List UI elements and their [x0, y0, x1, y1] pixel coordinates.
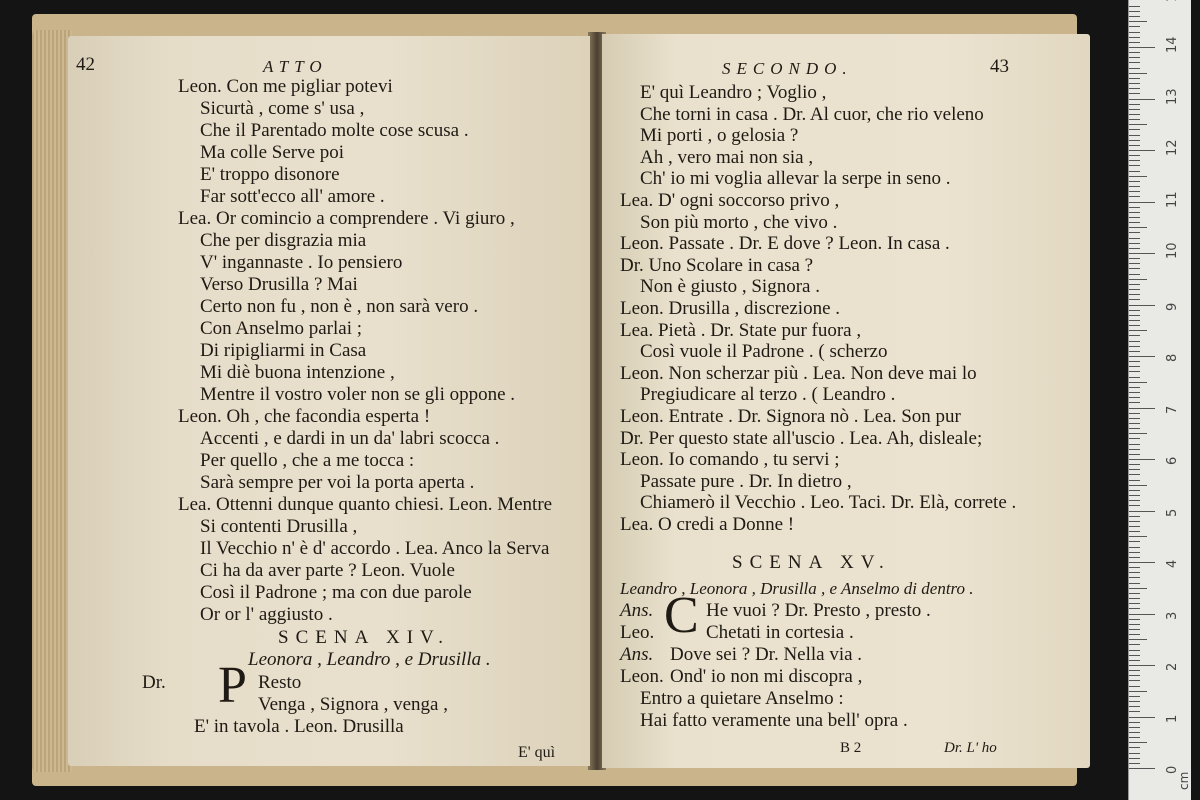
ruler-tick — [1129, 485, 1147, 486]
verse-line: Leon. Entrate . Dr. Signora nò . Lea. Son pur — [620, 406, 961, 427]
ruler-tick — [1129, 629, 1140, 630]
ruler-tick — [1129, 727, 1140, 728]
ruler-number: 6 — [1165, 456, 1180, 465]
ruler-tick — [1129, 758, 1140, 759]
ruler-tick — [1129, 160, 1140, 161]
verse-line: Mentre il vostro voler non se gli oppone . — [200, 384, 516, 405]
ruler-tick — [1129, 196, 1140, 197]
verse-line: Lea. Ottenni dunque quanto chiesi. Leon. Mentre — [178, 494, 553, 515]
ruler-tick — [1129, 377, 1140, 378]
ruler-tick — [1129, 104, 1140, 105]
scene-xiv-cast: Leonora , Leandro , e Drusilla . — [248, 649, 491, 670]
ruler-tick — [1129, 680, 1140, 681]
verse-line: Lea. O credi a Donne ! — [620, 514, 795, 535]
ruler-tick — [1129, 346, 1140, 347]
right-running-head: SECONDO. — [722, 59, 853, 78]
ruler-tick — [1129, 474, 1140, 475]
ruler-tick — [1129, 711, 1140, 712]
book — [32, 14, 1077, 786]
ruler-tick — [1129, 577, 1140, 578]
ruler-tick — [1129, 330, 1147, 331]
ruler-tick — [1129, 202, 1155, 203]
ruler-tick — [1129, 32, 1140, 33]
ruler-number: 2 — [1165, 662, 1180, 671]
ruler-tick — [1129, 408, 1155, 409]
ruler-number: 7 — [1165, 405, 1180, 414]
ruler-tick — [1129, 624, 1140, 625]
ruler-tick — [1129, 495, 1140, 496]
scene-xv-title: SCENA XV. — [732, 552, 891, 573]
ruler-tick — [1129, 88, 1140, 89]
ruler-tick — [1129, 392, 1140, 393]
ruler-tick — [1129, 78, 1140, 79]
ruler-tick — [1129, 737, 1140, 738]
ruler-tick — [1129, 500, 1140, 501]
ruler-tick — [1129, 26, 1140, 27]
ruler-tick — [1129, 356, 1155, 357]
ruler-tick — [1129, 567, 1140, 568]
ruler-tick — [1129, 428, 1140, 429]
ruler-tick — [1129, 505, 1140, 506]
ruler-tick — [1129, 402, 1140, 403]
ruler-tick — [1129, 722, 1140, 723]
ruler-tick — [1129, 433, 1147, 434]
ruler-tick — [1129, 109, 1140, 110]
left-running-head: ATTO — [263, 57, 328, 76]
ruler-tick — [1129, 547, 1140, 548]
ruler-tick — [1129, 21, 1147, 22]
ruler-tick — [1129, 521, 1140, 522]
ruler-tick — [1129, 186, 1140, 187]
verse-line: Verso Drusilla ? Mai — [200, 274, 358, 295]
verse-line: V' ingannaste . Io pensiero — [200, 252, 403, 273]
verse-line: Sicurtà , come s' usa , — [200, 98, 365, 119]
verse-line: Non è giusto , Signora . — [640, 276, 820, 298]
ruler-tick — [1129, 619, 1140, 620]
ruler-tick — [1129, 753, 1140, 754]
ruler-tick — [1129, 279, 1147, 280]
ruler-tick — [1129, 320, 1140, 321]
verse-line: Leon. Drusilla , discrezione . — [620, 298, 841, 319]
verse-line: Venga , Signora , venga , — [258, 694, 448, 715]
ruler-tick — [1129, 598, 1140, 599]
ruler-tick — [1129, 706, 1140, 707]
ruler-tick — [1129, 289, 1140, 290]
verse-line: Che torni in casa . Dr. Al cuor, che rio veleno — [640, 103, 984, 125]
ruler-tick — [1129, 274, 1140, 275]
ruler-tick — [1129, 284, 1140, 285]
ruler-number: 8 — [1165, 353, 1180, 362]
verse-line: Dr. Per questo state all'uscio . Lea. Ah, disleale; — [620, 427, 983, 449]
ruler-tick — [1129, 248, 1140, 249]
ruler-tick — [1129, 675, 1140, 676]
verse-line: Far sott'ecco all' amore . — [200, 186, 385, 207]
left-page-number: 42 — [76, 54, 95, 75]
verse-line: He vuoi ? Dr. Presto , presto . — [706, 600, 931, 621]
ruler-tick — [1129, 531, 1140, 532]
speaker-label: Ans. — [620, 600, 654, 621]
verse-line: Resto — [258, 672, 302, 693]
ruler-tick — [1129, 634, 1140, 635]
ruler-tick — [1129, 480, 1140, 481]
verse-line: Che il Parentado molte cose scusa . — [200, 120, 469, 141]
ruler-number: 10 — [1165, 242, 1180, 259]
ruler-tick — [1129, 135, 1140, 136]
verse-line: Ci ha da aver parte ? Leon. Vuole — [200, 560, 455, 581]
ruler-tick — [1129, 253, 1155, 254]
ruler-tick — [1129, 444, 1140, 445]
ruler-tick — [1129, 650, 1140, 651]
verse-line: Chiamerò il Vecchio . Leo. Taci. Dr. Elà, correte . — [640, 492, 1017, 514]
speaker-label: Dr. — [142, 672, 166, 693]
verse-line: Con Anselmo parlai ; — [200, 318, 363, 339]
verse-line: Lea. Pietà . Dr. State pur fuora , — [620, 319, 862, 341]
verse-line: E' quì Leandro ; Voglio , — [640, 82, 827, 103]
ruler-tick — [1129, 469, 1140, 470]
ruler-tick — [1129, 732, 1140, 733]
ruler-number: 11 — [1165, 190, 1180, 208]
ruler-tick — [1129, 42, 1140, 43]
ruler-tick — [1129, 341, 1140, 342]
ruler-tick — [1129, 660, 1140, 661]
ruler-tick — [1129, 387, 1140, 388]
ruler-tick — [1129, 47, 1155, 48]
ruler-tick — [1129, 294, 1140, 295]
ruler-tick — [1129, 490, 1140, 491]
verse-line: Si contenti Drusilla , — [200, 516, 358, 537]
verse-line: Così il Padrone ; ma con due parole — [200, 582, 472, 603]
ruler-tick — [1129, 150, 1155, 151]
verse-line: Ma colle Serve poi — [200, 142, 345, 163]
verse-line: Così vuole il Padrone . ( scherzo — [640, 341, 888, 363]
ruler-tick — [1129, 459, 1155, 460]
ruler-tick — [1129, 717, 1155, 718]
verse-line: E' troppo disonore — [200, 164, 340, 185]
ruler-tick — [1129, 73, 1147, 74]
ruler-tick — [1129, 52, 1140, 53]
verse-line: Leon. Con me pigliar potevi — [178, 76, 393, 97]
verse-line: Ch' io mi voglia allevar la serpe in seno . — [640, 168, 951, 190]
scene-xv-cast: Leandro , Leonora , Drusilla , e Anselmo di dentro . — [620, 579, 974, 598]
ruler-tick — [1129, 325, 1140, 326]
ruler-tick — [1129, 557, 1140, 558]
ruler-tick — [1129, 222, 1140, 223]
ruler-tick — [1129, 232, 1140, 233]
ruler-tick — [1129, 171, 1140, 172]
verse-line: Pregiudicare al terzo . ( Leandro . — [640, 384, 896, 406]
ruler-tick — [1129, 361, 1140, 362]
ruler-number: 1 — [1165, 714, 1180, 723]
speaker-label: Leon. — [620, 666, 664, 687]
ruler-tick — [1129, 299, 1140, 300]
left-catchword: E' quì — [518, 744, 556, 761]
ruler-tick — [1129, 464, 1140, 465]
ruler-tick — [1129, 691, 1147, 692]
verse-line: Dr. Uno Scolare in casa ? — [620, 254, 814, 276]
ruler-tick — [1129, 305, 1155, 306]
verse-line: Il Vecchio n' è d' accordo . Lea. Anco la Serva — [200, 538, 550, 559]
verse-line: Entro a quietare Anselmo : — [640, 688, 844, 709]
ruler-tick — [1129, 511, 1155, 512]
ruler-tick — [1129, 191, 1140, 192]
ruler-number: 9 — [1165, 302, 1180, 311]
verse-line: Mi porti , o gelosia ? — [640, 125, 799, 147]
drop-cap-letter: C — [664, 587, 699, 644]
ruler-number: 3 — [1165, 611, 1180, 620]
ruler-tick — [1129, 655, 1140, 656]
ruler-tick — [1129, 588, 1147, 589]
ruler-tick — [1129, 583, 1140, 584]
verse-line: Sarà sempre per voi la porta aperta . — [200, 472, 475, 493]
measuring-ruler — [1128, 0, 1191, 800]
ruler-tick — [1129, 99, 1155, 100]
ruler-tick — [1129, 263, 1140, 264]
ruler-tick — [1129, 454, 1140, 455]
ruler-tick — [1129, 68, 1140, 69]
verse-line: Leon. Io comando , tu servi ; — [620, 449, 840, 471]
ruler-tick — [1129, 696, 1140, 697]
signature-mark: B 2 — [840, 740, 862, 756]
ruler-tick — [1129, 686, 1140, 687]
ruler-tick — [1129, 335, 1140, 336]
verse-line: Che per disgrazia mia — [200, 230, 367, 251]
ruler-tick — [1129, 119, 1140, 120]
right-page — [602, 34, 1090, 768]
verse-line: Son più morto , che vivo . — [640, 211, 838, 233]
ruler-tick — [1129, 593, 1140, 594]
ruler-tick — [1129, 268, 1140, 269]
ruler-tick — [1129, 397, 1140, 398]
verse-line: Certo non fu , non è , non sarà vero . — [200, 296, 479, 317]
ruler-number: 5 — [1165, 508, 1180, 517]
ruler-tick — [1129, 62, 1140, 63]
ruler-tick — [1129, 129, 1140, 130]
verse-line: Leon. Passate . Dr. E dove ? Leon. In casa . — [620, 233, 950, 255]
ruler-tick — [1129, 124, 1147, 125]
ruler-tick — [1129, 176, 1147, 177]
speaker-label: Leo. — [620, 622, 655, 643]
ruler-tick — [1129, 536, 1147, 537]
ruler-tick — [1129, 37, 1140, 38]
ruler-unit: cm — [1177, 771, 1191, 790]
verse-line: Lea. Or comincio a comprendere . Vi giuro , — [178, 208, 515, 229]
verse-line: Or or l' aggiusto . — [200, 604, 333, 625]
ruler-tick — [1129, 747, 1140, 748]
verse-line: Mi diè buona intenzione , — [200, 362, 395, 383]
ruler-tick — [1129, 212, 1140, 213]
ruler-tick — [1129, 258, 1140, 259]
scene-xiv-title: SCENA XIV. — [278, 627, 451, 648]
left-page — [68, 36, 590, 766]
verse-line: Ond' io non mi discopra , — [670, 666, 863, 687]
ruler-tick — [1129, 155, 1140, 156]
ruler-tick — [1129, 351, 1140, 352]
ruler-tick — [1129, 768, 1155, 769]
right-catchword: Dr. L' ho — [944, 740, 997, 756]
ruler-tick — [1129, 315, 1140, 316]
ruler-tick — [1129, 207, 1140, 208]
ruler-number: 14 — [1165, 36, 1180, 53]
ruler-number: 12 — [1165, 139, 1180, 156]
ruler-tick — [1129, 6, 1140, 7]
ruler-number — [1165, 0, 1180, 2]
ruler-tick — [1129, 93, 1140, 94]
ruler-tick — [1129, 763, 1140, 764]
ruler-tick — [1129, 644, 1140, 645]
verse-line: Ah , vero mai non sia , — [640, 146, 814, 168]
verse-line: Accenti , e dardi in un da' labri scocca . — [200, 428, 500, 449]
ruler-tick — [1129, 165, 1140, 166]
ruler-tick — [1129, 438, 1140, 439]
ruler-tick — [1129, 145, 1140, 146]
ruler-number: 13 — [1165, 87, 1180, 105]
ruler-tick — [1129, 572, 1140, 573]
verse-line: Di ripigliarmi in Casa — [200, 340, 367, 361]
ruler-tick — [1129, 217, 1140, 218]
ruler-tick — [1129, 603, 1140, 604]
ruler-tick — [1129, 552, 1140, 553]
verse-line: Lea. D' ogni soccorso privo , — [620, 190, 840, 211]
ruler-tick — [1129, 371, 1140, 372]
ruler-tick — [1129, 665, 1155, 666]
ruler-tick — [1129, 541, 1140, 542]
ruler-tick — [1129, 562, 1155, 563]
ruler-tick — [1129, 11, 1140, 12]
ruler-tick — [1129, 310, 1140, 311]
verse-line: Passate pure . Dr. In dietro , — [640, 470, 852, 492]
verse-line: Hai fatto veramente una bell' opra . — [640, 710, 908, 731]
ruler-tick — [1129, 140, 1140, 141]
ruler-tick — [1129, 670, 1140, 671]
ruler-tick — [1129, 238, 1140, 239]
ruler-tick — [1129, 526, 1140, 527]
verse-line: Per quello , che a me tocca : — [200, 450, 415, 471]
ruler-tick — [1129, 413, 1140, 414]
ruler-number: 0 — [1165, 765, 1180, 774]
ruler-tick — [1129, 608, 1140, 609]
ruler-tick — [1129, 516, 1140, 517]
page-edges — [32, 30, 72, 772]
ruler-tick — [1129, 382, 1147, 383]
ruler-tick — [1129, 366, 1140, 367]
ruler-tick — [1129, 114, 1140, 115]
ruler-tick — [1129, 701, 1140, 702]
drop-cap-letter: P — [218, 657, 247, 714]
ruler-tick — [1129, 57, 1140, 58]
verse-line: E' in tavola . Leon. Drusilla — [194, 716, 404, 737]
ruler-tick — [1129, 227, 1147, 228]
verse-line: Chetati in cortesia . — [706, 622, 854, 643]
ruler-tick — [1129, 83, 1140, 84]
verse-line: Leon. Non scherzar più . Lea. Non deve mai lo — [620, 362, 977, 384]
verse-line: Dove sei ? Dr. Nella via . — [670, 644, 863, 665]
ruler-tick — [1129, 16, 1140, 17]
ruler-tick — [1129, 742, 1147, 743]
ruler-tick — [1129, 418, 1140, 419]
speaker-label: Ans. — [620, 644, 654, 665]
verse-line: Leon. Oh , che facondia esperta ! — [178, 406, 431, 427]
ruler-tick — [1129, 449, 1140, 450]
ruler-tick — [1129, 614, 1155, 615]
ruler-number: 4 — [1165, 559, 1180, 568]
right-page-number: 43 — [990, 56, 1009, 77]
ruler-tick — [1129, 423, 1140, 424]
ruler-tick — [1129, 639, 1147, 640]
ruler-tick — [1129, 181, 1140, 182]
ruler-tick — [1129, 243, 1140, 244]
